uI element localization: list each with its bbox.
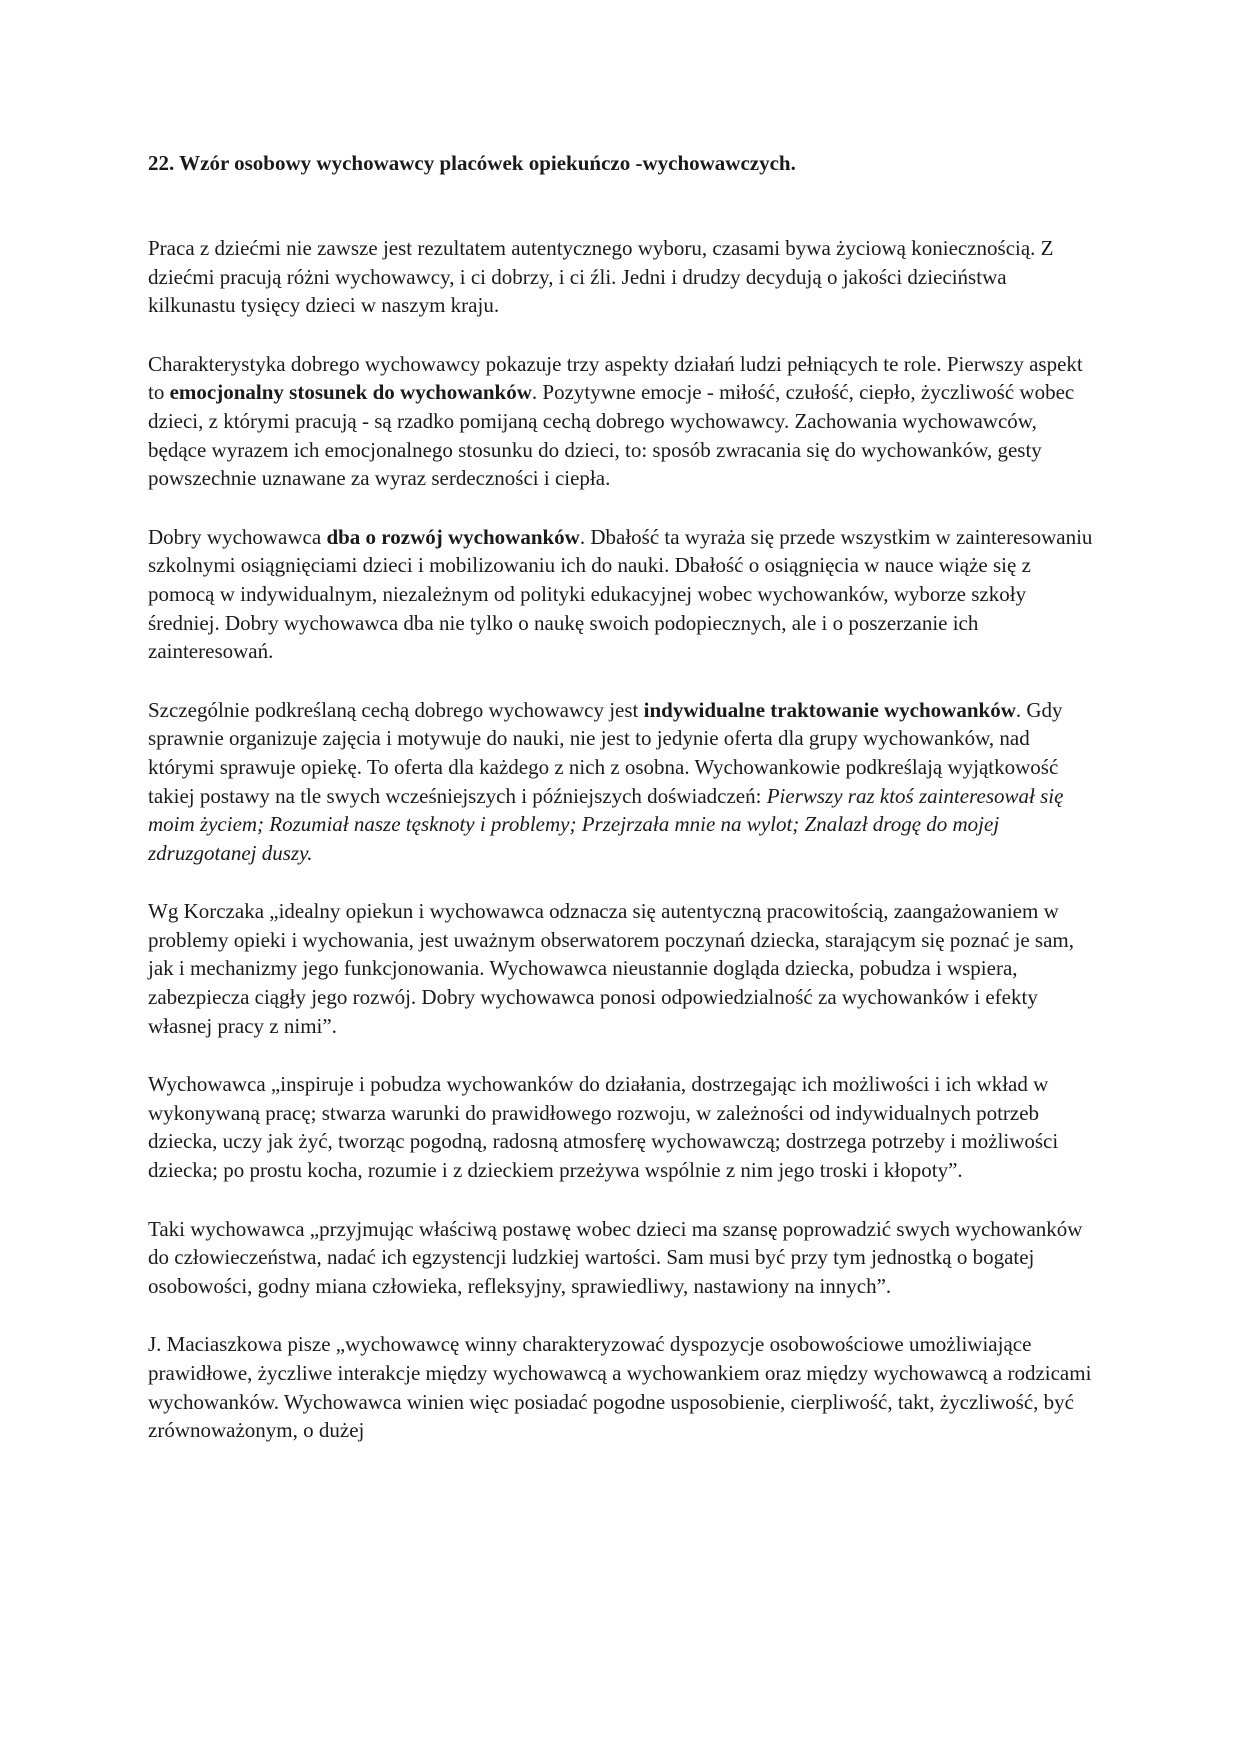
paragraph-2-text-a: Charakterystyka dobrego wychowawcy pokazuje trzy aspekty działań ludzi pełniących te role. Pierwszy aspekt to <box>148 351 1083 405</box>
paragraph-3-bold: dba o rozwój wychowanków <box>326 524 580 549</box>
paragraph-1: Praca z dziećmi nie zawsze jest rezultatem autentycznego wyboru, czasami bywa życiową koniecznością. Z dziećmi pracują różni wychowawcy, i ci dobrzy, i ci źli. Jedni i drudzy decydują o jakości dzieciństwa kilkunastu tysięcy dzieci w naszym kraju. <box>148 236 1054 318</box>
paragraph-6: Wychowawca „inspiruje i pobudza wychowanków do działania, dostrzegając ich możliwości i ich wkład w wykonywaną pracę; stwarza warunki do prawidłowego rozwoju, w zależności od indywidualnych potrzeb dziecka, uczy jak żyć, tworząc pogodną, radosną atmosferę wychowawczą; dostrzega potrzeby i możliwości dziecka; po prostu kocha, rozumie i z dzieckiem przeżywa wspólnie z nim jego troski i kłopoty”. <box>148 1072 1059 1183</box>
paragraph-2-bold: emocjonalny stosunek do wychowanków <box>169 380 532 405</box>
paragraph-3-text-c: . Dbałość ta wyraża się przede wszystkim w zainteresowaniu szkolnymi osiągnięciami dzieci i mobilizowaniu ich do nauki. Dbałość o osiągnięcia w nauce wiąże się z pomocą w indywidualnym, niezależnym od polityki edukacyjnej wobec wychowanków, wyborze szkoły średniej. Dobry wychowawca dba nie tylko o naukę swoich podopiecznych, ale i o poszerzanie ich zainteresowań. <box>148 524 1093 664</box>
paragraph-4 <box>148 696 1098 868</box>
paragraph-5: Wg Korczaka „idealny opiekun i wychowawca odznacza się autentyczną pracowitością, zaangażowaniem w problemy opieki i wychowania, jest uważnym obserwatorem poczynań dziecka, starającym się poznać je sam, jak i mechanizmy jego funkcjonowania. Wychowawca nieustannie dogląda dziecka, pobudza i wspiera, zabezpiecza ciągły jego rozwój. Dobry wychowawca ponosi odpowiedzialność za wychowanków i efekty własnej pracy z nimi”. <box>148 899 1074 1038</box>
paragraph-4-bold: indywidualne traktowanie wychowanków <box>643 697 1016 722</box>
paragraph-2-text-c: . Pozytywne emocje - miłość, czułość, ciepło, życzliwość wobec dzieci, z którymi pracują - są rzadko pomijaną cechą dobrego wychowawcy. Zachowania wychowawców, będące wyrazem ich emocjonalnego stosunku do dzieci, to: sposób zwracania się do wychowanków, gesty powszechnie uznawane za wyraz serdeczności i ciepła. <box>148 380 1075 491</box>
paragraph-8: J. Maciaszkowa pisze „wychowawcę winny charakteryzować dyspozycje osobowościowe umożliwiające prawidłowe, życzliwe interakcje między wychowawcą a wychowankiem oraz między wychowawcą a rodzicami wychowanków. Wychowawca winien więc posiadać pogodne usposobienie, cierpliwość, takt, życzliwość, być zrównoważonym, o dużej <box>148 1332 1092 1443</box>
paragraph-4-text-a: Szczególnie podkreślaną cechą dobrego wychowawcy jest <box>148 697 644 722</box>
paragraph-3-text-a: Dobry wychowawca <box>148 524 327 549</box>
paragraph-3 <box>148 523 1098 666</box>
document-title: 22. Wzór osobowy wychowawcy placówek opiekuńczo -wychowawczych. <box>148 151 796 175</box>
paragraph-4-text-c: . Gdy sprawnie organizuje zajęcia i motywuje do nauki, nie jest to jedynie oferta dla grupy wychowanków, nad którymi sprawuje opiekę. To oferta dla każdego z nich z osobna. Wychowankowie podkreślają wyjątkowość takiej postawy na tle swych wcześniejszych i późniejszych doświadczeń: <box>148 697 1063 808</box>
paragraph-2 <box>148 350 1098 493</box>
document-page <box>148 148 1098 1475</box>
paragraph-7: Taki wychowawca „przyjmując właściwą postawę wobec dzieci ma szansę poprowadzić swych wychowanków do człowieczeństwa, nadać ich egzystencji ludzkiej wartości. Sam musi być przy tym jednostką o bogatej osobowości, godny miana człowieka, refleksyjny, sprawiedliwy, nastawiony na innych”. <box>148 1216 1083 1298</box>
paragraph-4-italic-quotes: Pierwszy raz ktoś zainteresował się moim życiem; Rozumiał nasze tęsknoty i problemy; Przejrzała mnie na wylot; Znalazł drogę do mojej zdruzgotanej duszy. <box>148 783 1064 865</box>
